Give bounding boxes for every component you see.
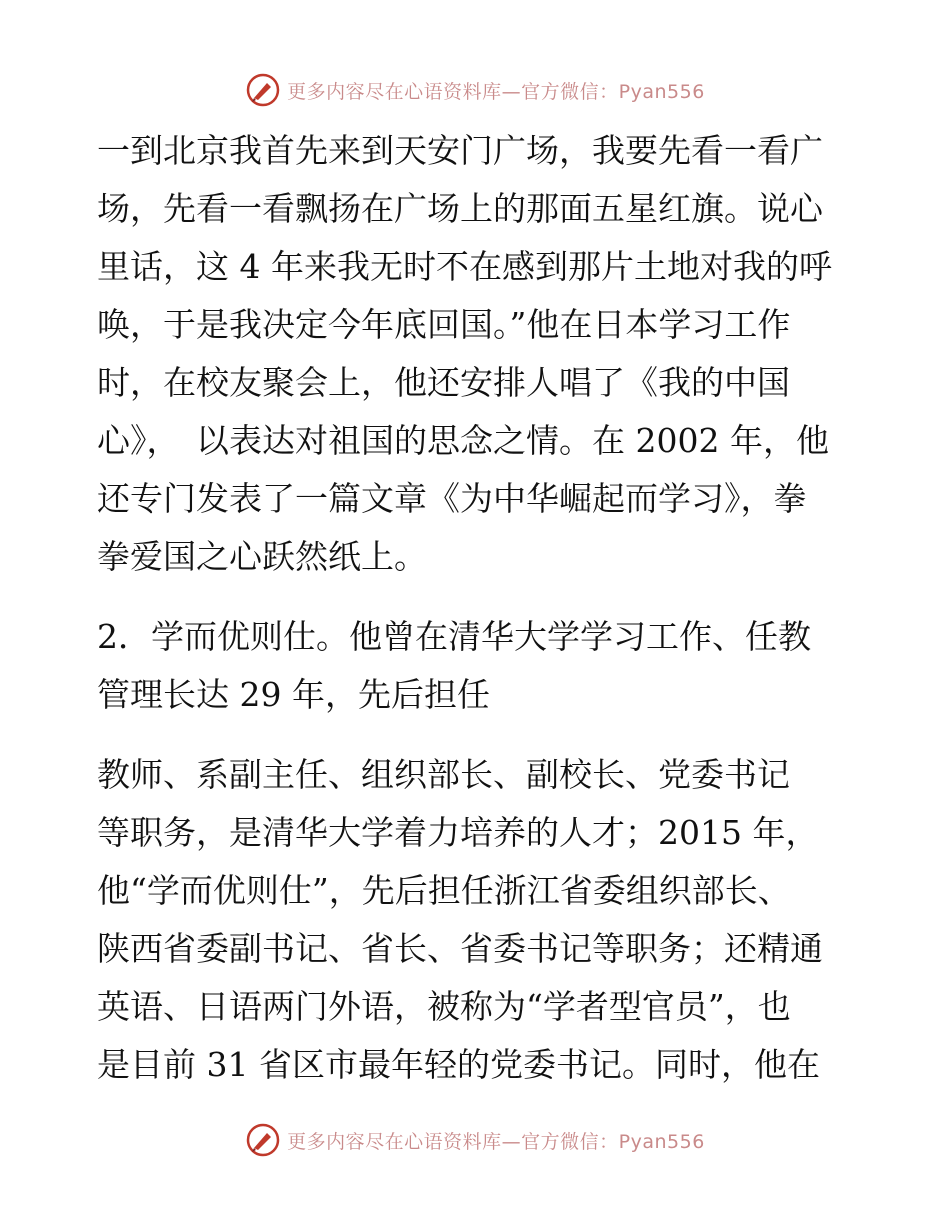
paragraph-gap xyxy=(97,724,857,746)
text-line: 教师、系副主任、组织部长、副校长、党委书记 xyxy=(97,755,790,794)
text-line: 还专门发表了一篇文章《为中华崛起而学习》，拳 xyxy=(97,479,807,518)
text-line: 英语、日语两门外语，被称为“学者型官员”，也 xyxy=(97,987,791,1026)
paragraph-2 xyxy=(97,608,857,724)
paragraph-3 xyxy=(97,746,857,1094)
text-line: 一到北京我首先来到天安门广场，我要先看一看广 xyxy=(97,131,823,170)
header-banner xyxy=(0,70,950,110)
text-line: 他“学而优则仕”，先后担任浙江省委组织部长、 xyxy=(97,871,791,910)
text-line: 心》， 以表达对祖国的思念之情。在 2002 年，他 xyxy=(97,421,829,460)
header-banner-text: 更多内容尽在心语资料库—官方微信：Pyan556 xyxy=(287,80,705,103)
text-line: 陕西省委副书记、省长、省委书记等职务；还精通 xyxy=(97,929,823,968)
text-line: 等职务，是清华大学着力培养的人才；2015 年， xyxy=(97,813,819,852)
document-body xyxy=(97,122,857,1094)
footer-banner xyxy=(0,1120,950,1160)
paragraph-1 xyxy=(97,122,857,586)
text-line: 时，在校友聚会上，他还安排人唱了《我的中国 xyxy=(97,363,790,402)
text-line: 是目前 31 省区市最年轻的党委书记。同时，他在 xyxy=(97,1045,820,1084)
text-line: 场，先看一看飘扬在广场上的那面五星红旗。说心 xyxy=(97,189,823,228)
footer-banner-text: 更多内容尽在心语资料库—官方微信：Pyan556 xyxy=(287,1130,705,1153)
pen-logo-icon xyxy=(245,72,281,108)
text-line: 唤，于是我决定今年底回国。”他在日本学习工作 xyxy=(97,305,791,344)
text-line: 管理长达 29 年，先后担任 xyxy=(97,675,490,714)
pen-logo-icon xyxy=(245,1122,281,1158)
text-line: 2．学而优则仕。他曾在清华大学学习工作、任教 xyxy=(97,617,811,656)
text-line: 拳爱国之心跃然纸上。 xyxy=(97,537,427,576)
text-line: 里话，这 4 年来我无时不在感到那片土地对我的呼 xyxy=(97,247,832,286)
paragraph-gap xyxy=(97,586,857,608)
